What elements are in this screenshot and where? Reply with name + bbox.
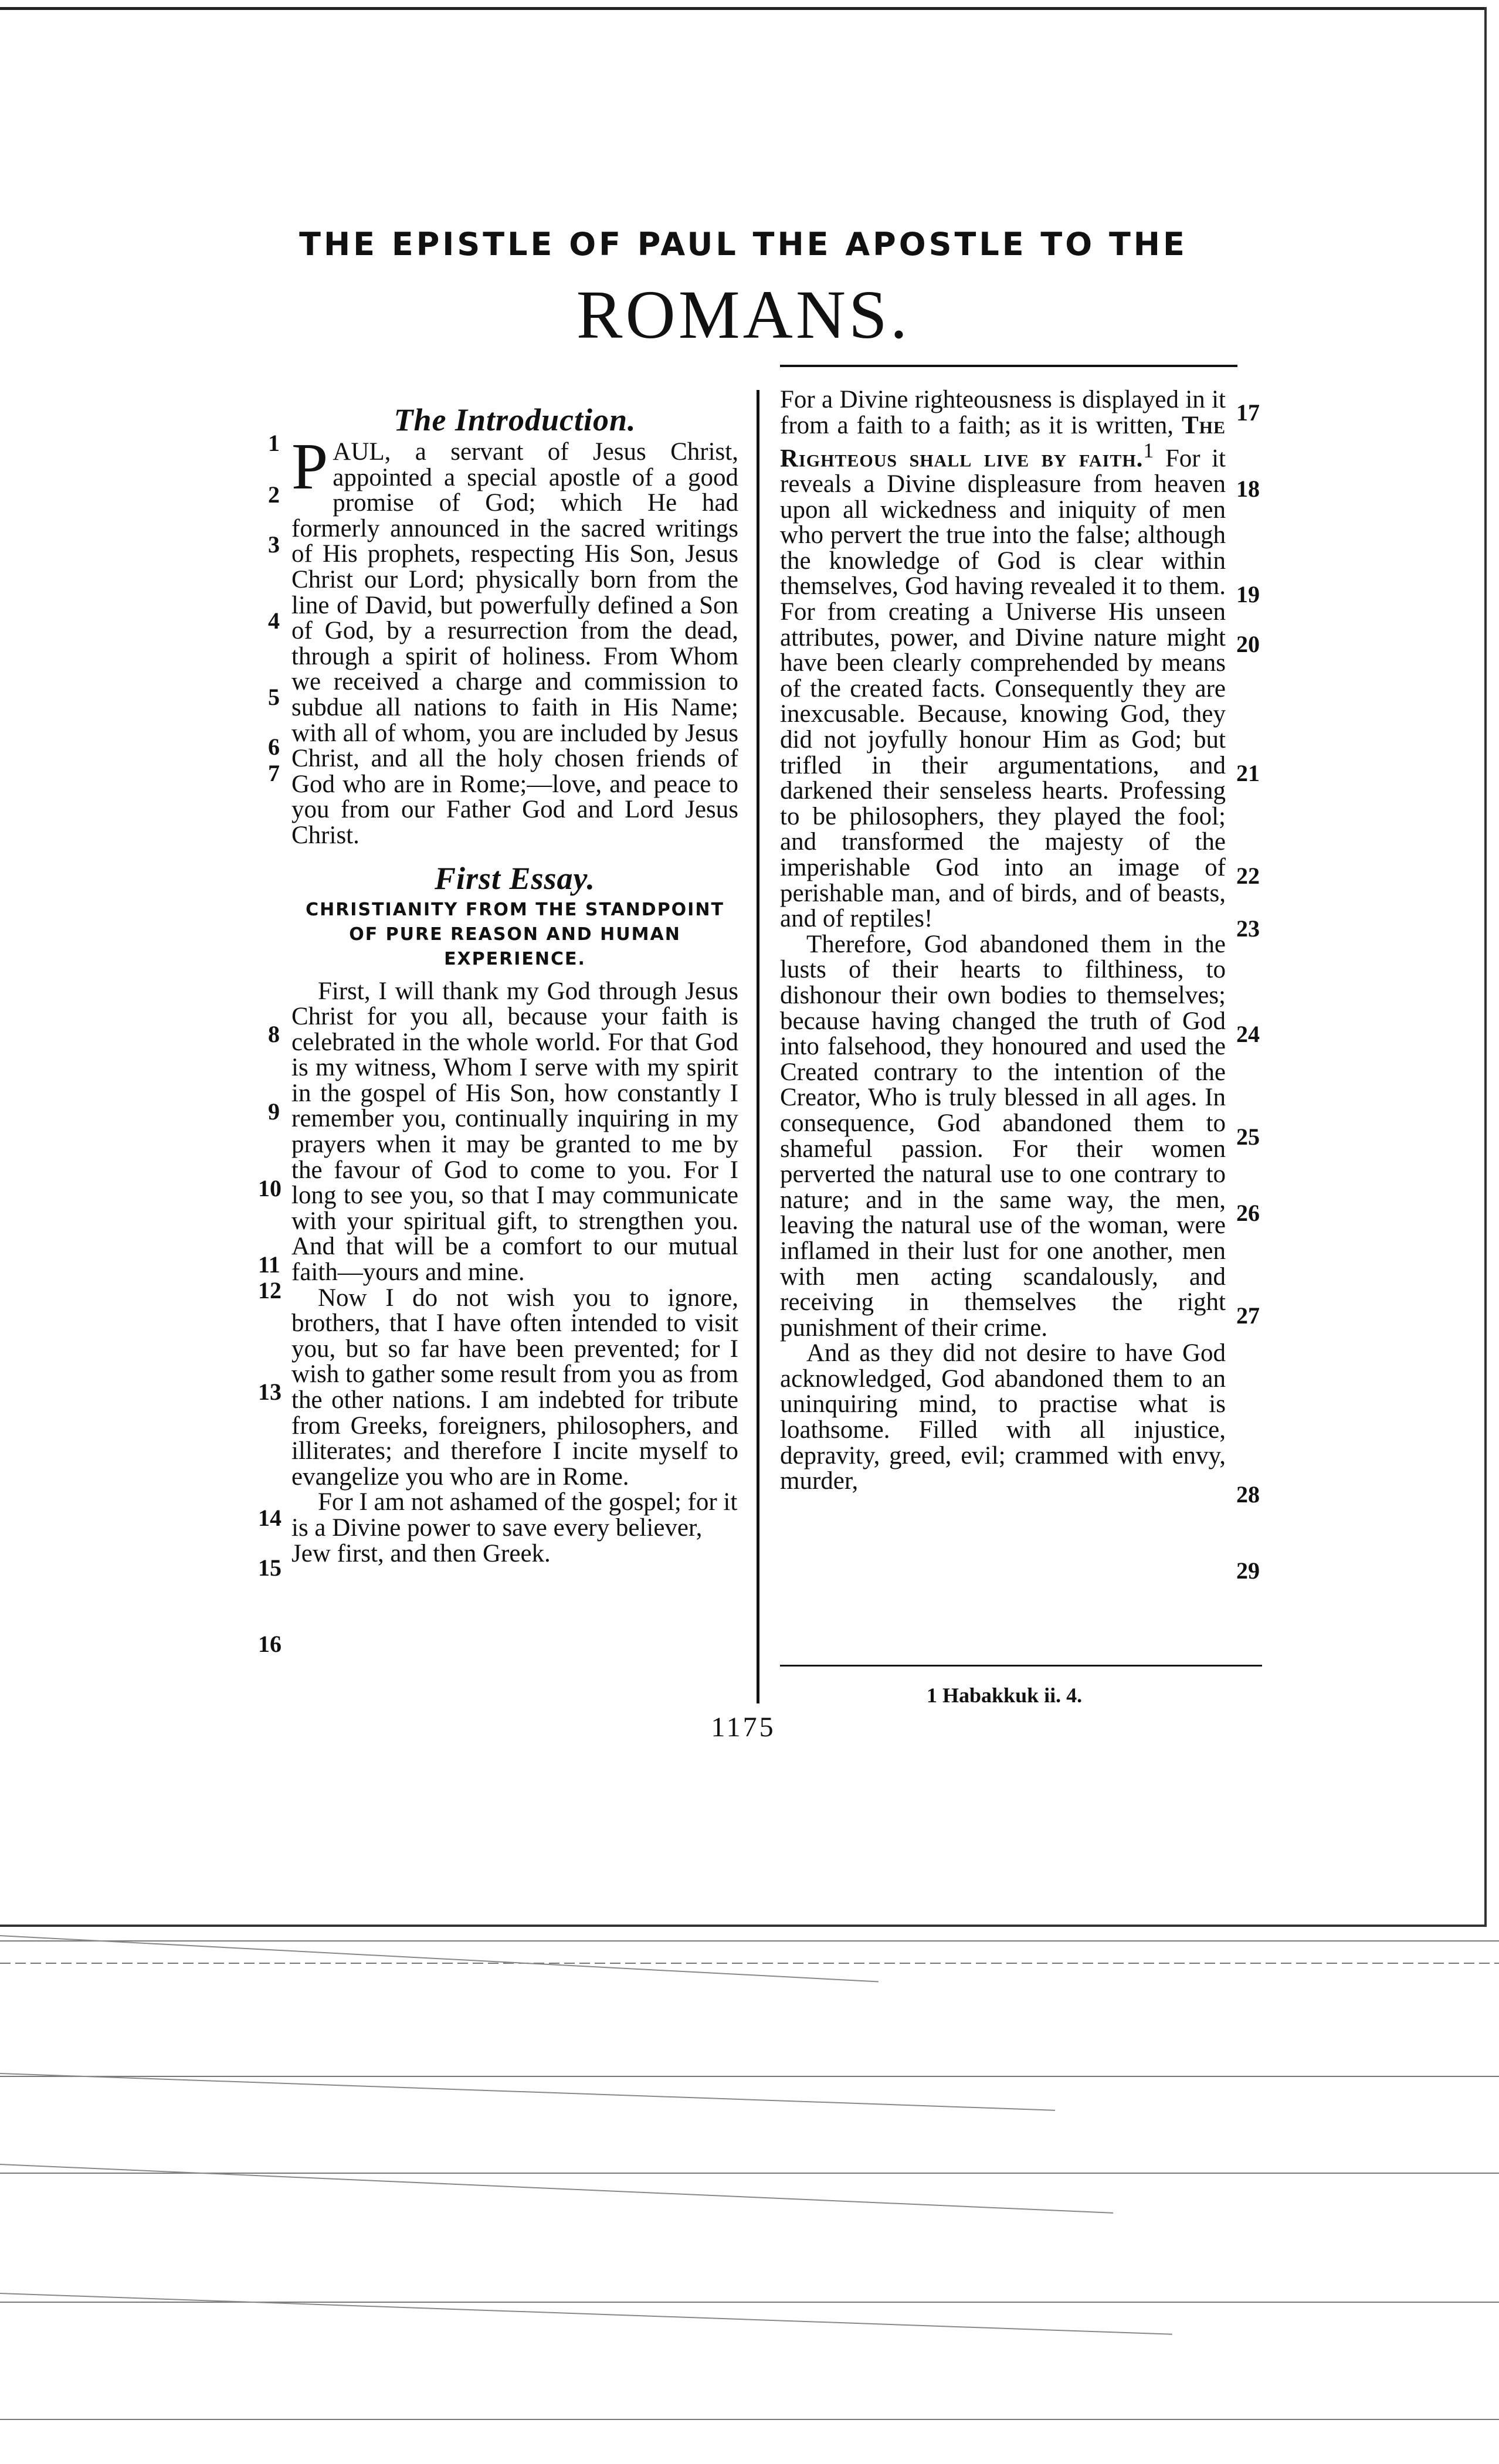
verse-number: 17 [1236, 399, 1260, 426]
paragraph-verses-8-12: First, I will thank my God through Jesus Christ for you all, because your faith is celebrated in the whole world. For that God is my witness, Whom I serve with my spirit in the gospel of His Son, how constantly I remember you, continually inquiring in my prayers when it may be granted to me by the favour of God to come to you. For I long to see you, so that I may communicate with your spiritual gift, to strengthen you. And that will be a comfort to our mutual faith—yours and mine. [291, 977, 738, 1287]
right-column [780, 387, 1226, 1494]
verse-17-text: For a Divine righteousness is displayed in it from a faith to a faith; as it is written, [780, 386, 1226, 439]
scan-artifact-line [0, 2076, 1499, 2077]
book-title: ROMANS. [576, 276, 911, 353]
verse-number: 15 [258, 1555, 282, 1581]
verse-number: 29 [1236, 1557, 1260, 1584]
epistle-heading: THE EPISTLE OF PAUL THE APOSTLE TO THE [299, 226, 1188, 263]
verse-number: 25 [1236, 1124, 1260, 1150]
page-number: 1175 [711, 1712, 776, 1743]
verse-number: 22 [1236, 863, 1260, 889]
paragraph-verses-17-23 [780, 387, 1226, 932]
paragraph-verse-16: For I am not ashamed of the gospel; for it is a Divine power to save every believer, Jew first, and then Greek. [291, 1488, 738, 1567]
verse-number: 9 [268, 1098, 280, 1125]
scan-artifact-line [0, 2164, 1113, 2214]
verse-number: 19 [1236, 581, 1260, 607]
verse-number: 14 [258, 1505, 282, 1531]
scan-artifact-line [0, 2293, 1172, 2335]
first-essay-heading: First Essay. [434, 860, 596, 896]
verse-number: 27 [1236, 1302, 1260, 1329]
scripture-quote: The Righteous shall live by faith. [780, 411, 1226, 473]
verse-number: 4 [268, 607, 280, 634]
verse-number: 7 [268, 760, 280, 786]
scan-artifact-line [0, 2073, 1055, 2111]
scan-artifact-line [0, 1940, 1499, 1942]
footnote-marker: 1 [1143, 439, 1154, 463]
verse-number: 24 [1236, 1021, 1260, 1047]
verse-number: 11 [258, 1251, 280, 1278]
verse-number: 8 [268, 1021, 280, 1047]
verse-number: 20 [1236, 631, 1260, 657]
paragraph-verses-24-27: Therefore, God abandoned them in the lusts of their hearts to filthiness, to dishonour their own bodies to themselves; because having changed the truth of God into falsehood, they honoured and used the Created contrary to the intention of the Creator, Who is truly blessed in all ages. In consequence, God abandoned them to shameful passion. For their women perverted the natural use to one contrary to nature; and in the same way, the men, leaving the natural use of the woman, were inflamed in their lust for one another, men with men acting scandalously, and receiving in themselves the right punishment of their crime. [780, 930, 1226, 1342]
verse-number: 2 [268, 481, 280, 508]
drop-cap: P [291, 430, 328, 503]
scan-artifact-line [0, 2419, 1499, 2420]
verse-number: 16 [258, 1631, 282, 1657]
verse-number: 23 [1236, 915, 1260, 942]
scan-artifact-line [0, 1963, 1499, 1964]
paragraph-verses-13-15: Now I do not wish you to ignore, brothers, that I have often intended to visit you, but so far have been prevented; for I wish to gather some result from you as from the other nations. I am indebted for tribute from Greeks, foreigners, philosophers, and illiterates; and therefore I incite myself to evangelize you who are in Rome. [291, 1284, 738, 1491]
footnote: 1 Habakkuk ii. 4. [927, 1684, 1083, 1707]
column-head-rule [780, 365, 1237, 367]
verse-number: 3 [268, 531, 280, 558]
verse-number: 6 [268, 734, 280, 760]
verse-number: 5 [268, 684, 280, 710]
verse-number: 13 [258, 1379, 282, 1405]
verse-number: 10 [258, 1175, 282, 1202]
introduction-text: AUL, a servant of Jesus Christ, appointed a special apostle of a good promise of God; which He had formerly announced in the sacred writings of His prophets, respecting His Son, Jesus Christ our Lord; physically born from the line of David, but powerfully defined a Son of God, by a resurrection from the dead, through a spirit of holiness. From Whom we received a charge and commission to subdue all nations to faith in His Name; with all of whom, you are included by Jesus Christ, and all the holy chosen friends of God who are in Rome;—love, and peace to you from our Father God and Lord Jesus Christ. [291, 438, 738, 849]
introduction-heading: The Introduction. [394, 402, 636, 437]
verse-number: 12 [258, 1277, 282, 1304]
column-divider [757, 390, 759, 1703]
left-column [291, 401, 738, 1566]
verse-number: 26 [1236, 1200, 1260, 1226]
footnote-rule [780, 1665, 1262, 1667]
verse-18-23-text: For it reveals a Divine displeasure from heaven upon all wickedness and iniquity of men who pervert the true into the false; although the knowledge of God is clear within themselves, God having revealed it to them. For from creating a Universe His unseen attributes, power, and Divine nature might have been clearly comprehended by means of the created facts. Consequently they are inexcusable. Because, knowing God, they did not joyfully honour Him as God; but trifled in their argumentations, and darkened their senseless hearts. Professing to be philosophers, they played the fool; and transformed the majesty of the imperishable God into an image of perishable man, and of birds, and of beasts, and of reptiles! [780, 444, 1226, 933]
verse-number: 1 [268, 430, 280, 456]
introduction-paragraph [291, 430, 738, 849]
scan-border-top [0, 7, 1487, 10]
scan-artifact-line [0, 1935, 879, 1983]
scan-border-bottom [0, 1925, 1487, 1927]
essay-subtitle: CHRISTIANITY FROM THE STANDPOINT OF PURE REASON AND HUMAN EXPERIENCE. [306, 899, 724, 969]
verse-number: 21 [1236, 760, 1260, 786]
verse-number: 18 [1236, 476, 1260, 502]
verse-number: 28 [1236, 1481, 1260, 1508]
paragraph-verses-28-29: And as they did not desire to have God acknowledged, God abandoned them to an uninquiring mind, to practise what is loathsome. Filled with all injustice, depravity, greed, evil; crammed with envy, murder, [780, 1339, 1226, 1495]
